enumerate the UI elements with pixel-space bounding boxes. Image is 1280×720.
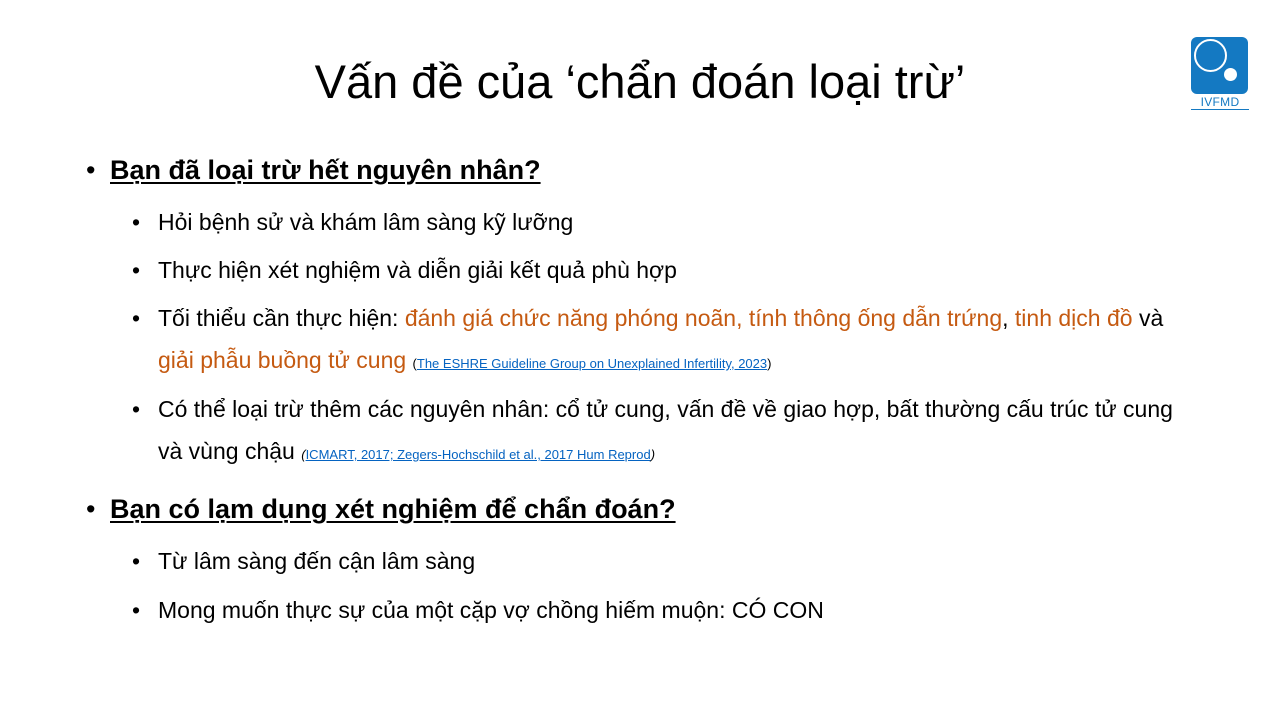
item-text: Có thể loại trừ thêm các nguyên nhân: cổ tử cung, vấn đề về giao hợp, bất thường cấu trúc tử cung và vùng chậu [158,396,1173,464]
bullet-icon: • [132,257,141,283]
logo-text: IVFMD [1191,95,1249,110]
reference [301,447,655,462]
reference-link-icmart[interactable]: ICMART, 2017; Zegers-Hochschild et al., 2017 Hum Reprod [305,447,651,462]
list-item-text: Từ lâm sàng đến cận lâm sàng [158,548,476,574]
list-item-text: Mong muốn thực sự của một cặp vợ chồng hiếm muộn: CÓ CON [158,597,824,623]
reference [413,356,772,371]
logo-ring-icon [1194,39,1227,72]
separator: và [1132,305,1164,331]
separator: , [1002,305,1015,331]
list-item-text [158,297,1182,385]
list-item [132,249,1182,291]
section-heading-text: Bạn có lạm dụng xét nghiệm để chẩn đoán? [110,494,676,524]
list-item-text [158,388,1182,476]
bullet-icon: • [132,209,141,235]
logo-dot-icon [1224,68,1237,81]
bullet-icon: • [132,548,141,574]
list-item [132,589,1182,631]
bullet-icon: • [132,597,141,623]
list-item [132,540,1182,582]
ref-close: ) [650,447,656,462]
list-item-text: Thực hiện xét nghiệm và diễn giải kết quả phù hợp [158,257,677,283]
ref-open: ( [301,447,306,462]
list-item [132,201,1182,243]
list-item-other-causes [132,388,1182,476]
bullet-icon: • [86,155,96,185]
highlight-semen-analysis: tinh dịch đồ [1014,305,1133,331]
slide-title: Vấn đề của ‘chẩn đoán loại trừ’ [314,55,966,108]
ref-close: ) [767,356,772,371]
bullet-icon: • [86,494,96,524]
logo-icon [1191,37,1248,94]
lead-text: Tối thiểu cần thực hiện: [158,305,405,331]
ivfmd-logo [1191,37,1249,111]
bullet-icon: • [132,396,141,422]
list-item-minimum-tests [132,297,1182,385]
reference-link-eshre[interactable]: The ESHRE Guideline Group on Unexplained Infertility, 2023 [416,356,768,371]
ref-open: ( [412,356,417,371]
list-item-text: Hỏi bệnh sử và khám lâm sàng kỹ lưỡng [158,209,574,235]
highlight-ovulation-tubal: đánh giá chức năng phóng noãn, tính thông ống dẫn trứng [404,305,1003,331]
highlight-uterine-cavity: giải phẫu buồng tử cung [158,347,407,373]
bullet-icon: • [132,305,141,331]
section-heading-text: Bạn đã loại trừ hết nguyên nhân? [110,155,541,185]
